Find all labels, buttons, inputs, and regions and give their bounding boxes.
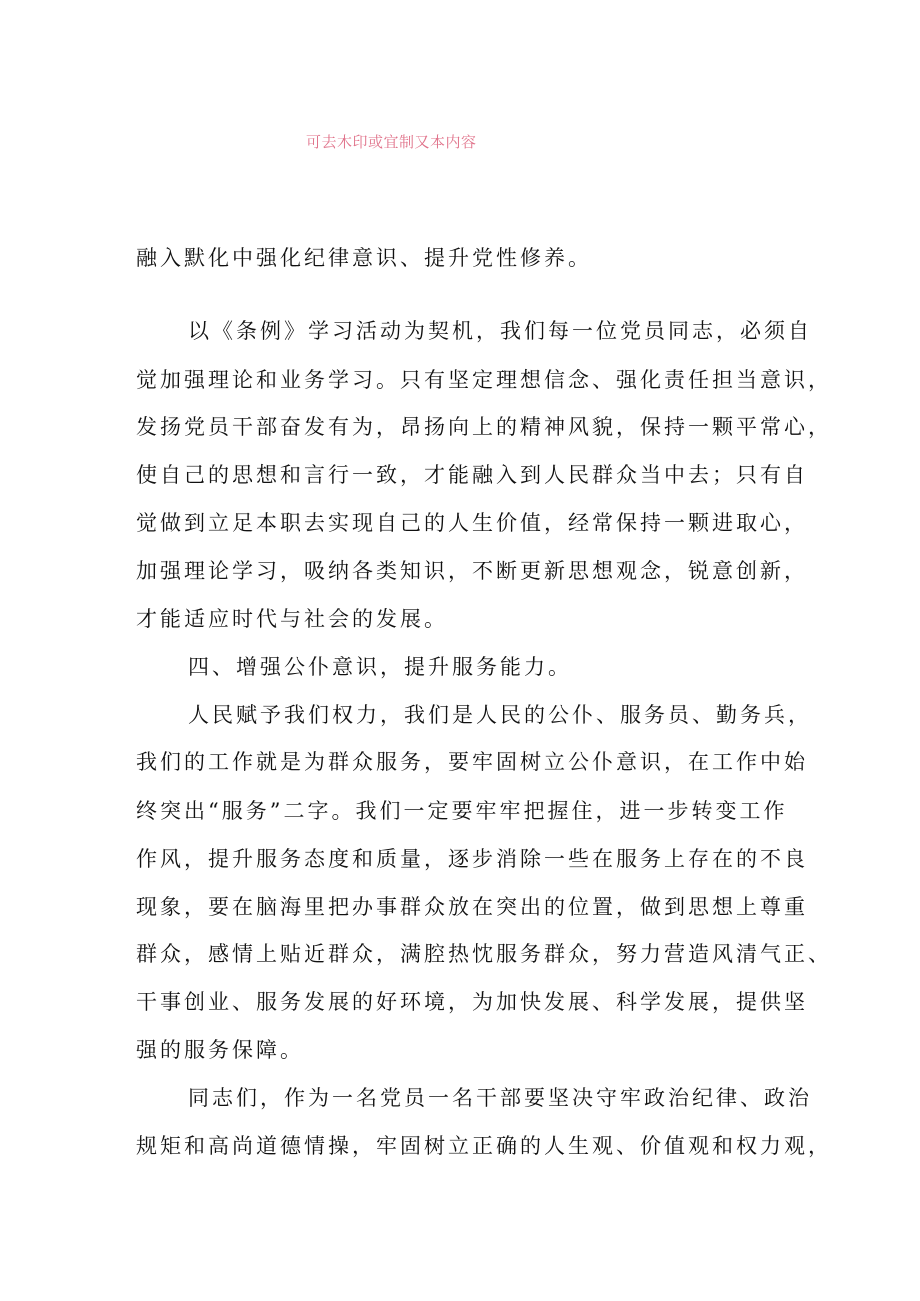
text-line: 加强理论学习，吸纳各类知识，不断更新思想观念，锐意创新， [136,559,808,583]
watermark-text: 可去木印或宜制又本内容 [306,133,477,151]
text-line: 同志们，作为一名党员一名干部要坚决守牢政治纪律、政治 [188,1086,812,1110]
text-line: 现象，要在脑海里把办事群众放在突出的位置，做到思想上尊重 [136,895,808,919]
text-line: 强的服务保障。 [136,1038,304,1062]
text-line: 干事创业、服务发展的好环境，为加快发展、科学发展，提供坚 [136,990,808,1014]
text-line: 融入默化中强化纪律意识、提升党性修养。 [136,246,592,270]
text-line: 人民赋予我们权力，我们是人民的公仆、服务员、勤务兵， [188,703,812,727]
text-line: 以《条例》学习活动为契机，我们每一位党员同志，必须自 [188,319,812,343]
section-heading: 四、增强公仆意识，提升服务能力。 [188,655,572,679]
text-line: 我们的工作就是为群众服务，要牢固树立公仆意识，在工作中始 [136,750,808,774]
text-line: 才能适应时代与社会的发展。 [136,607,448,631]
text-line: 规矩和高尚道德情操，牢固树立正确的人生观、价值观和权力观， [136,1134,832,1158]
text-line: 终突出“服务”二字。我们一定要牢牢把握住，进一步转变工作 [136,799,788,823]
text-line: 作风，提升服务态度和质量，逐步消除一些在服务上存在的不良 [136,847,808,871]
text-line: 觉加强理论和业务学习。只有坚定理想信念、强化责任担当意识， [136,368,832,392]
text-line: 使自己的思想和言行一致，才能融入到人民群众当中去；只有自 [136,463,808,487]
text-line: 觉做到立足本职去实现自己的人生价值，经常保持一颗进取心， [136,511,808,535]
text-line: 群众，感情上贴近群众，满腔热忱服务群众，努力营造风清气正、 [136,942,832,966]
text-line: 发扬党员干部奋发有为，昂扬向上的精神风貌，保持一颗平常心， [136,415,832,439]
